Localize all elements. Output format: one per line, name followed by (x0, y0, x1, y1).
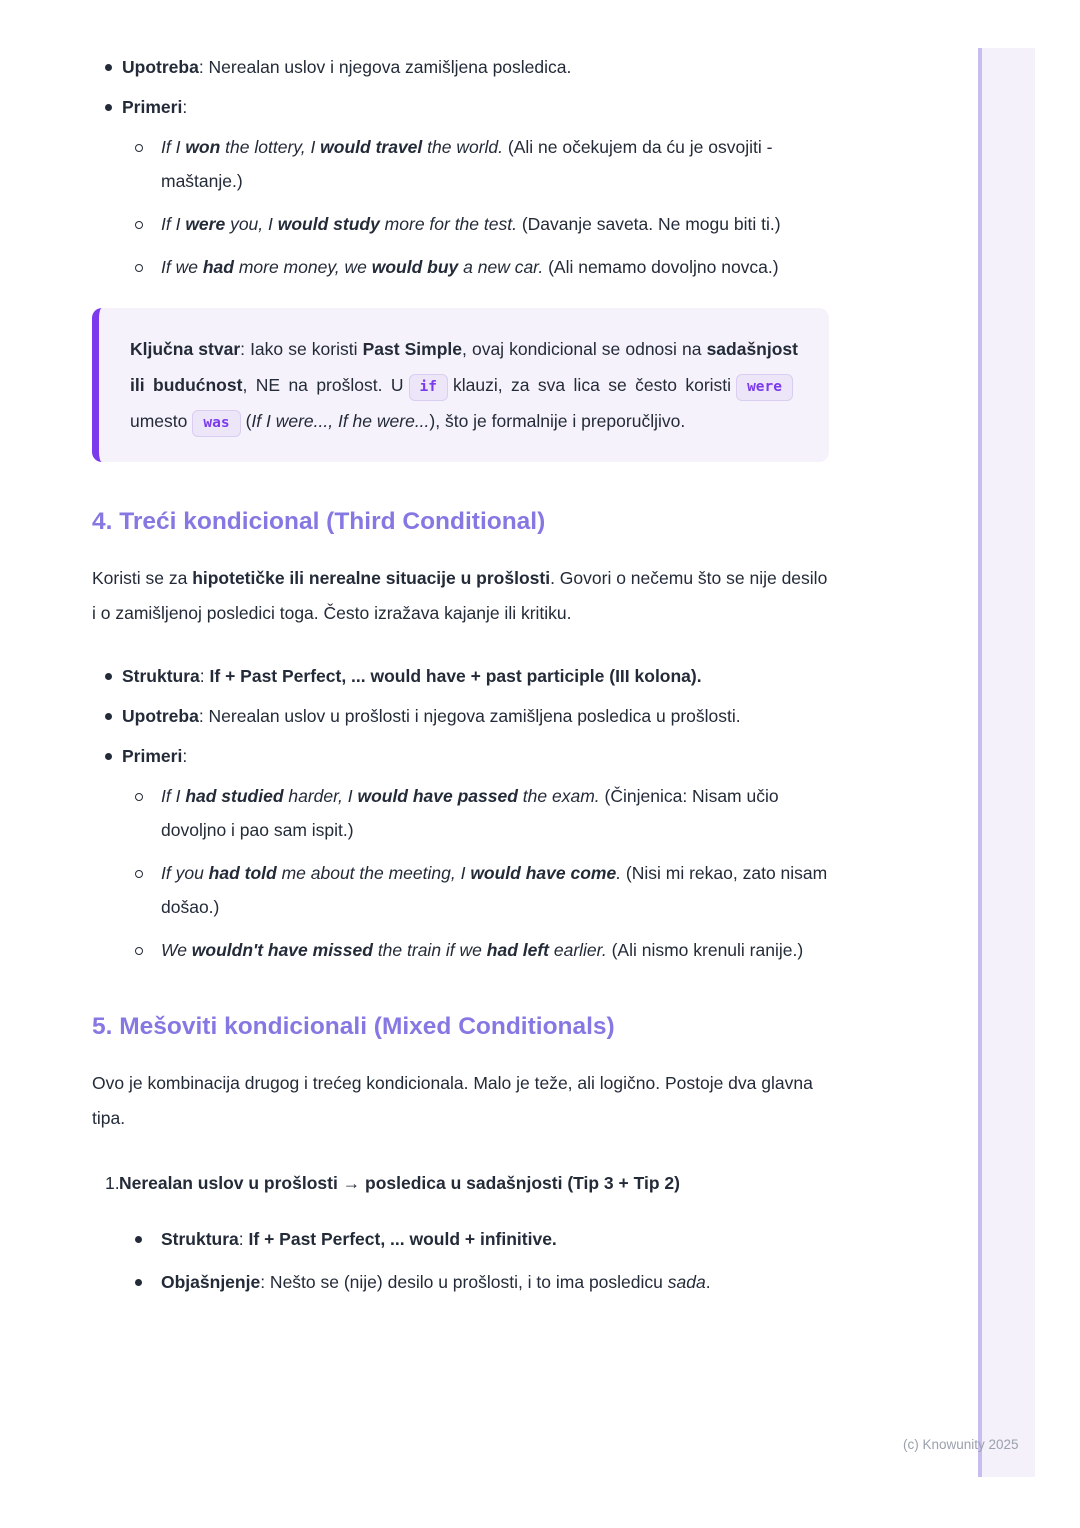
circle-bullet-icon (135, 250, 161, 272)
bullet-icon (92, 90, 122, 111)
list-item-text: Objašnjenje: Nešto se (nije) desilo u prošlosti, i to ima posledicu sada. (161, 1272, 711, 1292)
section4-intro: Koristi se za hipotetičke ili nerealne situacije u prošlosti. Govori o nečemu što se nije desilo i o zamišljenoj posledici toga. Često izražava kajanje ili kritiku. (92, 568, 828, 623)
circle-bullet-icon (135, 933, 161, 955)
key-point-callout (92, 308, 829, 462)
bullet-icon (92, 50, 122, 71)
callout-text: Ključna stvar: Iako se koristi Past Simple, ovaj kondicional se odnosi na sadašnjost ili budućnost, NE na prošlost. U if klauzi, za sva lica se često koristi wereumesto was (If I were..., If he were...), što je formalnije i preporučljivo. (130, 331, 798, 439)
bullet-icon (92, 699, 122, 720)
list-item-text: Struktura: If + Past Perfect, ... would have + past participle (III kolona). (122, 666, 702, 686)
example-text: If I had studied harder, I would have passed the exam. (Činjenica: Nisam učio dovoljno i pao sam ispit.) (161, 786, 779, 840)
list-item-struktura (92, 1222, 829, 1256)
section4-bullets (92, 659, 829, 967)
example-item (92, 250, 829, 284)
examples-list (92, 130, 829, 284)
circle-bullet-icon (135, 856, 161, 878)
list-item-text: Struktura: If + Past Perfect, ... would + infinitive. (161, 1229, 557, 1249)
example-text: We wouldn't have missed the train if we had left earlier. (Ali nismo krenuli ranije.) (161, 940, 804, 960)
list-item-upotreba (92, 50, 829, 84)
example-text: If we had more money, we would buy a new car. (Ali nemamo dovoljno novca.) (161, 257, 779, 277)
example-item (92, 130, 829, 198)
page-content (92, 50, 829, 1308)
list-item-struktura (92, 659, 829, 693)
numbered-item-text: Nerealan uslov u prošlosti → posledica u sadašnjosti (Tip 3 + Tip 2) (119, 1173, 680, 1193)
list-item-upotreba (92, 699, 829, 733)
bullet-icon (92, 739, 122, 760)
example-item (92, 856, 829, 924)
section-heading-third-conditional: 4. Treći kondicional (Third Conditional) (92, 508, 546, 535)
numbered-item-1 (92, 1166, 829, 1200)
section-heading-mixed-conditionals: 5. Mešoviti kondicionali (Mixed Conditionals) (92, 1013, 615, 1040)
example-item (92, 933, 829, 967)
list-item-text: Primeri: (122, 746, 188, 766)
example-text: If I were you, I would study more for the test. (Davanje saveta. Ne mogu biti ti.) (161, 214, 781, 234)
circle-bullet-icon (135, 779, 161, 801)
circle-bullet-icon (135, 130, 161, 152)
bullet-icon (135, 1222, 161, 1243)
circle-bullet-icon (135, 207, 161, 229)
copyright-notice: (c) Knowunity 2025 (903, 1437, 1019, 1452)
example-item (92, 207, 829, 241)
list-item-text: Upotreba: Nerealan uslov i njegova zamišljena posledica. (122, 57, 572, 77)
example-item (92, 779, 829, 847)
list-item-primeri (92, 90, 829, 124)
list-item-objasnjenje (92, 1265, 829, 1299)
bullet-icon (135, 1265, 161, 1286)
page-margin-strip (978, 48, 1035, 1477)
list-number: 1. (105, 1173, 120, 1193)
examples-list (92, 779, 829, 967)
example-text: If you had told me about the meeting, I would have come. (Nisi mi rekao, zato nisam došao.) (161, 863, 828, 917)
bullet-icon (92, 659, 122, 680)
list-item-text: Upotreba: Nerealan uslov u prošlosti i njegova zamišljena posledica u prošlosti. (122, 706, 741, 726)
list-item-primeri (92, 739, 829, 773)
example-text: If I won the lottery, I would travel the world. (Ali ne očekujem da ću je osvojiti - maštanje.) (161, 137, 773, 191)
section5-intro: Ovo je kombinacija drugog i trećeg kondicionala. Malo je teže, ali logično. Postoje dva glavna tipa. (92, 1073, 813, 1128)
list-item-text: Primeri: (122, 97, 188, 117)
